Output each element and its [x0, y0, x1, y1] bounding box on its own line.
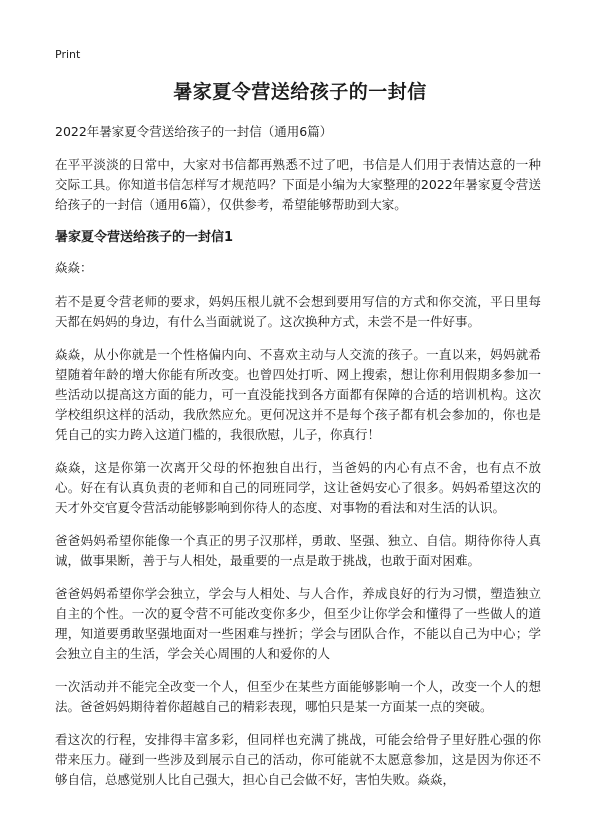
letter-paragraph: 焱焱，这是你第一次离开父母的怀抱独自出行，当爸妈的内心有点不舍，也有点不放心。好在有认真负责的老师和自己的同班同学，这让爸妈安心了很多。妈妈希望这次的天才外交官夏令营活动能够影响到你待人的态度、对事物的看法和对生活的认识。 [55, 460, 541, 515]
intro-paragraph: 在平平淡淡的日常中，大家对书信都再熟悉不过了吧，书信是人们用于表情达意的一种交际工具。你知道书信怎样写才规范吗？下面是小编为大家整理的2022年暑家夏令营送给孩子的一封信（通用6篇），仅供参考，希望能够帮助到大家。 [55, 157, 541, 212]
letter-paragraph: 若不是夏令营老师的要求，妈妈压根儿就不会想到要用写信的方式和你交流，平日里每天都在妈妈的身边，有什么当面就说了。这次换种方式，未尝不是一件好事。 [55, 294, 541, 329]
letter-greeting: 焱焱： [55, 260, 93, 275]
print-link[interactable]: Print [55, 48, 81, 61]
article-body [55, 122, 541, 803]
letter-paragraph: 焱焱，从小你就是一个性格偏内向、不喜欢主动与人交流的孩子。一直以来，妈妈就希望随着年龄的增大你能有所改变。也曾四处打听、网上搜索，想让你利用假期多参加一些活动以提高这方面的能力，可一直没能找到各方面都有保障的合适的培训机构。这次学校组织这样的活动，我欣然应允。更何况这并不是每个孩子都有机会参加的，你也是凭自己的实力跨入这道门槛的，我很欣慰，儿子，你真行！ [55, 347, 541, 442]
letter-paragraph: 爸爸妈妈希望你学会独立，学会与人相处、与人合作，养成良好的行为习惯，塑造独立自主的个性。一次的夏令营不可能改变你多少，但至少让你学会和懂得了一些做人的道理，知道要勇敢坚强地面对一些困难与挫折；学会与团队合作，不能以自己为中心；学会独立自主的生活，学会关心周围的人和爱你的人 [55, 586, 541, 661]
section-heading: 暑家夏令营送给孩子的一封信1 [55, 230, 234, 245]
article-subtitle: 2022年暑家夏令营送给孩子的一封信（通用6篇） [55, 124, 333, 139]
page-title: 暑家夏令营送给孩子的一封信 [173, 81, 427, 103]
letter-paragraph: 爸爸妈妈希望你能像一个真正的男子汉那样，勇敢、坚强、独立、自信。期待你待人真诚，做事果断，善于与人相处，最重要的一点是敢于挑战，也敢于面对困难。 [55, 533, 541, 568]
letter-paragraph: 一次活动并不能完全改变一个人，但至少在某些方面能够影响一个人，改变一个人的想法。爸爸妈妈期待着你超越自己的精彩表现，哪怕只是某一方面某一点的突破。 [55, 679, 541, 714]
letter-paragraph: 看这次的行程，安排得丰富多彩，但同样也充满了挑战，可能会给骨子里好胜心强的你带来压力。碰到一些涉及到展示自己的活动，你可能就不太愿意参加，这是因为你还不够自信，总感觉别人比自己强大，担心自己会做不好，害怕失败。焱焱， [55, 732, 541, 787]
